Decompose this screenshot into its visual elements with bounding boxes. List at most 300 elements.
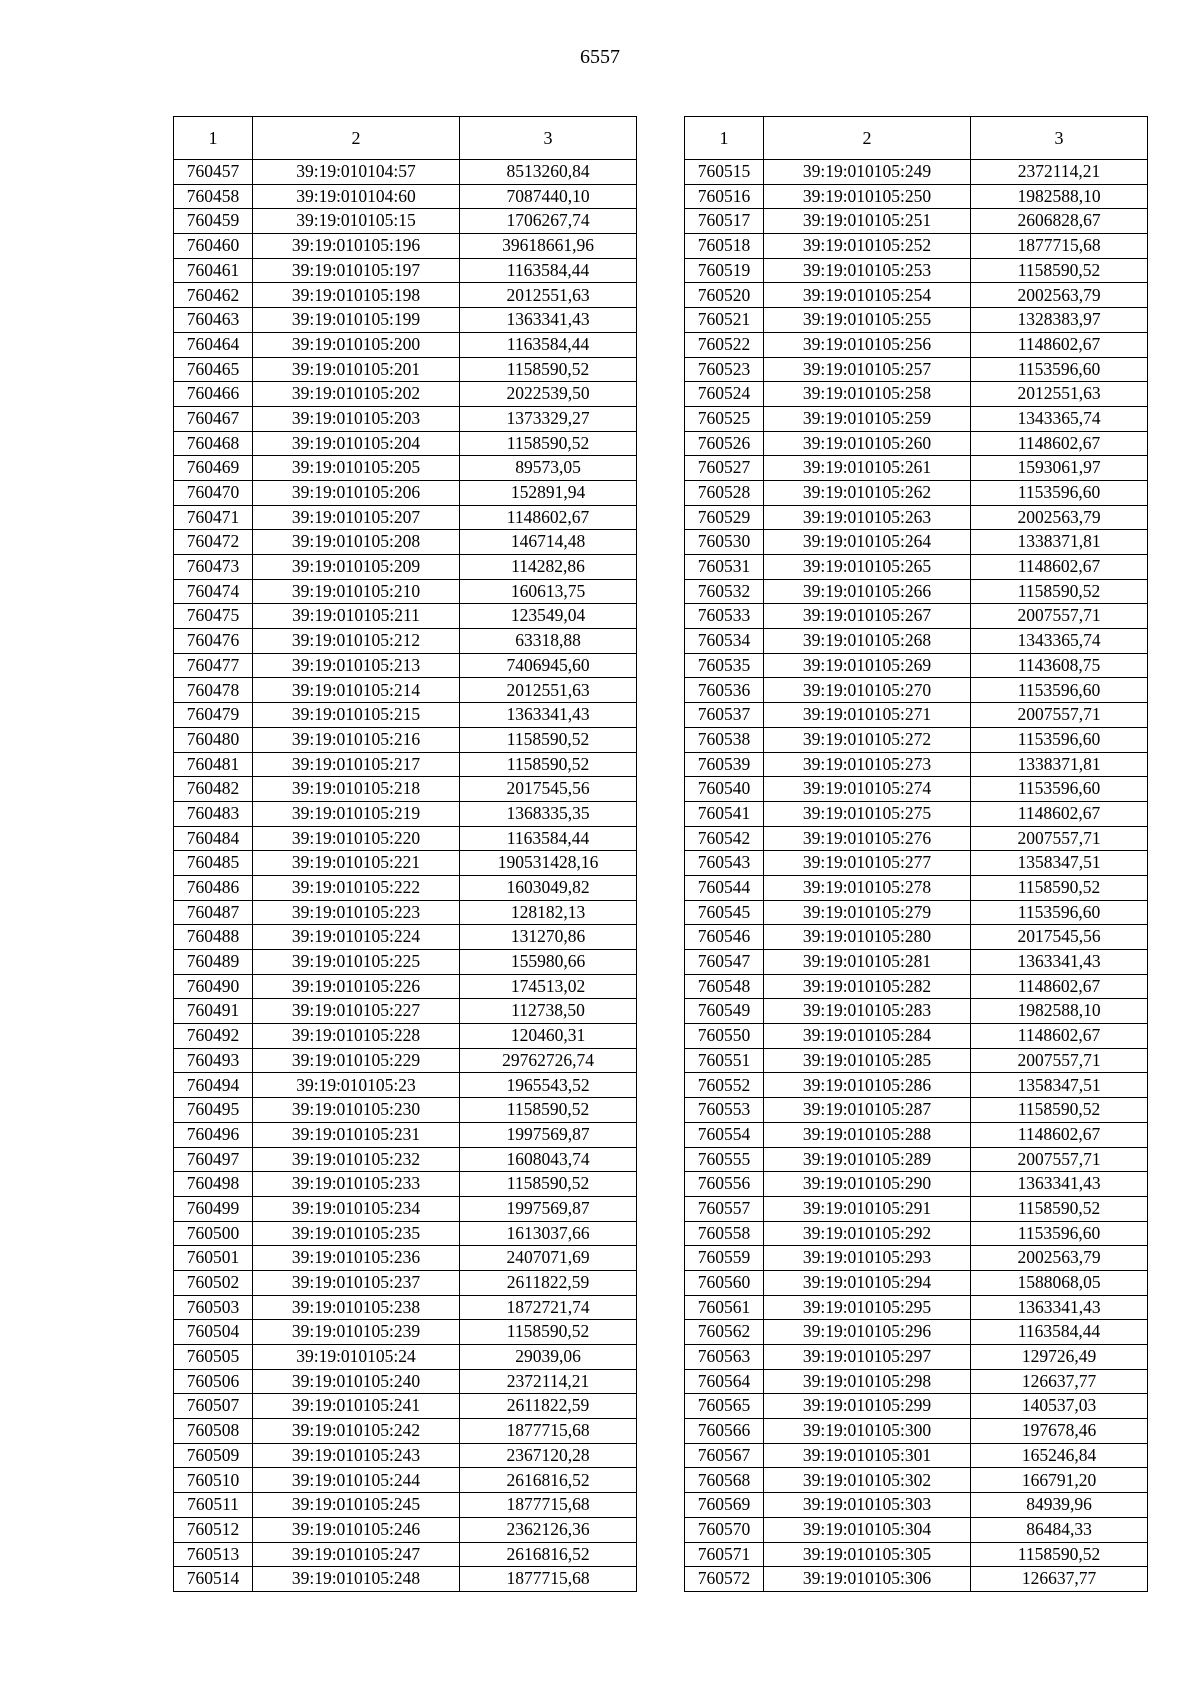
table-row bbox=[685, 1122, 1148, 1147]
value-cell: 2017545,56 bbox=[971, 925, 1148, 950]
row-number-cell: 760561 bbox=[685, 1295, 764, 1320]
cadastral-number-cell: 39:19:010105:228 bbox=[253, 1024, 460, 1049]
table-row bbox=[174, 777, 637, 802]
cadastral-number-cell: 39:19:010105:254 bbox=[764, 283, 971, 308]
row-number-cell: 760468 bbox=[174, 431, 253, 456]
table-row bbox=[685, 258, 1148, 283]
table-row bbox=[174, 826, 637, 851]
table-row bbox=[174, 801, 637, 826]
row-number-cell: 760545 bbox=[685, 900, 764, 925]
registry-table-left bbox=[173, 116, 637, 1592]
row-number-cell: 760572 bbox=[685, 1567, 764, 1592]
cadastral-number-cell: 39:19:010105:256 bbox=[764, 332, 971, 357]
cadastral-number-cell: 39:19:010105:268 bbox=[764, 629, 971, 654]
cadastral-number-cell: 39:19:010105:247 bbox=[253, 1542, 460, 1567]
value-cell: 1148602,67 bbox=[971, 555, 1148, 580]
cadastral-number-cell: 39:19:010105:244 bbox=[253, 1468, 460, 1493]
row-number-cell: 760520 bbox=[685, 283, 764, 308]
value-cell: 123549,04 bbox=[460, 604, 637, 629]
table-row bbox=[174, 1419, 637, 1444]
value-cell: 2372114,21 bbox=[460, 1369, 637, 1394]
table-row bbox=[174, 234, 637, 259]
table-row bbox=[174, 382, 637, 407]
table-row bbox=[174, 999, 637, 1024]
table-row bbox=[174, 258, 637, 283]
value-cell: 1363341,43 bbox=[971, 1295, 1148, 1320]
cadastral-number-cell: 39:19:010105:265 bbox=[764, 555, 971, 580]
row-number-cell: 760490 bbox=[174, 974, 253, 999]
cadastral-number-cell: 39:19:010105:242 bbox=[253, 1419, 460, 1444]
table-row bbox=[174, 308, 637, 333]
value-cell: 1877715,68 bbox=[460, 1493, 637, 1518]
value-cell: 1358347,51 bbox=[971, 851, 1148, 876]
value-cell: 120460,31 bbox=[460, 1024, 637, 1049]
cadastral-number-cell: 39:19:010105:286 bbox=[764, 1073, 971, 1098]
row-number-cell: 760500 bbox=[174, 1221, 253, 1246]
column-header: 2 bbox=[253, 117, 460, 160]
cadastral-number-cell: 39:19:010105:301 bbox=[764, 1443, 971, 1468]
cadastral-number-cell: 39:19:010105:280 bbox=[764, 925, 971, 950]
cadastral-number-cell: 39:19:010105:201 bbox=[253, 357, 460, 382]
table-row bbox=[685, 555, 1148, 580]
row-number-cell: 760541 bbox=[685, 801, 764, 826]
value-cell: 1163584,44 bbox=[460, 826, 637, 851]
row-number-cell: 760514 bbox=[174, 1567, 253, 1592]
table-row bbox=[685, 1320, 1148, 1345]
cadastral-number-cell: 39:19:010105:269 bbox=[764, 653, 971, 678]
value-cell: 155980,66 bbox=[460, 950, 637, 975]
cadastral-number-cell: 39:19:010105:285 bbox=[764, 1048, 971, 1073]
row-number-cell: 760505 bbox=[174, 1345, 253, 1370]
row-number-cell: 760477 bbox=[174, 653, 253, 678]
row-number-cell: 760567 bbox=[685, 1443, 764, 1468]
row-number-cell: 760563 bbox=[685, 1345, 764, 1370]
row-number-cell: 760560 bbox=[685, 1270, 764, 1295]
cadastral-number-cell: 39:19:010105:230 bbox=[253, 1098, 460, 1123]
cadastral-number-cell: 39:19:010105:255 bbox=[764, 308, 971, 333]
row-number-cell: 760461 bbox=[174, 258, 253, 283]
cadastral-number-cell: 39:19:010105:211 bbox=[253, 604, 460, 629]
table-row bbox=[685, 1048, 1148, 1073]
value-cell: 114282,86 bbox=[460, 555, 637, 580]
row-number-cell: 760537 bbox=[685, 703, 764, 728]
cadastral-number-cell: 39:19:010105:279 bbox=[764, 900, 971, 925]
value-cell: 2616816,52 bbox=[460, 1468, 637, 1493]
row-number-cell: 760542 bbox=[685, 826, 764, 851]
row-number-cell: 760555 bbox=[685, 1147, 764, 1172]
row-number-cell: 760509 bbox=[174, 1443, 253, 1468]
value-cell: 1338371,81 bbox=[971, 752, 1148, 777]
row-number-cell: 760499 bbox=[174, 1196, 253, 1221]
cadastral-number-cell: 39:19:010105:275 bbox=[764, 801, 971, 826]
value-cell: 1363341,43 bbox=[460, 308, 637, 333]
cadastral-number-cell: 39:19:010105:292 bbox=[764, 1221, 971, 1246]
cadastral-number-cell: 39:19:010105:259 bbox=[764, 406, 971, 431]
row-number-cell: 760491 bbox=[174, 999, 253, 1024]
table-row bbox=[685, 160, 1148, 185]
table-row bbox=[685, 1246, 1148, 1271]
table-row bbox=[685, 283, 1148, 308]
row-number-cell: 760476 bbox=[174, 629, 253, 654]
table-row bbox=[174, 1098, 637, 1123]
table-row bbox=[685, 1542, 1148, 1567]
table-row bbox=[685, 1493, 1148, 1518]
row-number-cell: 760513 bbox=[174, 1542, 253, 1567]
value-cell: 1158590,52 bbox=[971, 1196, 1148, 1221]
value-cell: 1363341,43 bbox=[460, 703, 637, 728]
table-row bbox=[174, 1246, 637, 1271]
value-cell: 1163584,44 bbox=[460, 258, 637, 283]
value-cell: 1982588,10 bbox=[971, 999, 1148, 1024]
table-row bbox=[685, 851, 1148, 876]
value-cell: 2407071,69 bbox=[460, 1246, 637, 1271]
table-row bbox=[685, 1468, 1148, 1493]
cadastral-number-cell: 39:19:010105:196 bbox=[253, 234, 460, 259]
table-row bbox=[685, 727, 1148, 752]
cadastral-number-cell: 39:19:010105:271 bbox=[764, 703, 971, 728]
value-cell: 1706267,74 bbox=[460, 209, 637, 234]
value-cell: 1158590,52 bbox=[460, 1320, 637, 1345]
table-row bbox=[174, 283, 637, 308]
cadastral-number-cell: 39:19:010105:253 bbox=[764, 258, 971, 283]
table-row bbox=[174, 160, 637, 185]
value-cell: 1338371,81 bbox=[971, 530, 1148, 555]
row-number-cell: 760547 bbox=[685, 950, 764, 975]
row-number-cell: 760486 bbox=[174, 875, 253, 900]
cadastral-number-cell: 39:19:010105:274 bbox=[764, 777, 971, 802]
cadastral-number-cell: 39:19:010105:23 bbox=[253, 1073, 460, 1098]
value-cell: 2007557,71 bbox=[971, 1147, 1148, 1172]
cadastral-number-cell: 39:19:010105:204 bbox=[253, 431, 460, 456]
value-cell: 1148602,67 bbox=[460, 505, 637, 530]
table-row bbox=[174, 974, 637, 999]
table-row bbox=[174, 851, 637, 876]
row-number-cell: 760550 bbox=[685, 1024, 764, 1049]
cadastral-number-cell: 39:19:010105:229 bbox=[253, 1048, 460, 1073]
cadastral-number-cell: 39:19:010105:202 bbox=[253, 382, 460, 407]
cadastral-number-cell: 39:19:010105:282 bbox=[764, 974, 971, 999]
row-number-cell: 760492 bbox=[174, 1024, 253, 1049]
value-cell: 1153596,60 bbox=[971, 678, 1148, 703]
table-row bbox=[685, 1567, 1148, 1592]
row-number-cell: 760488 bbox=[174, 925, 253, 950]
row-number-cell: 760495 bbox=[174, 1098, 253, 1123]
cadastral-number-cell: 39:19:010105:260 bbox=[764, 431, 971, 456]
table-row bbox=[174, 1295, 637, 1320]
cadastral-number-cell: 39:19:010105:264 bbox=[764, 530, 971, 555]
cadastral-number-cell: 39:19:010105:303 bbox=[764, 1493, 971, 1518]
value-cell: 2022539,50 bbox=[460, 382, 637, 407]
row-number-cell: 760558 bbox=[685, 1221, 764, 1246]
value-cell: 1148602,67 bbox=[971, 974, 1148, 999]
row-number-cell: 760531 bbox=[685, 555, 764, 580]
cadastral-number-cell: 39:19:010105:208 bbox=[253, 530, 460, 555]
value-cell: 126637,77 bbox=[971, 1369, 1148, 1394]
cadastral-number-cell: 39:19:010105:248 bbox=[253, 1567, 460, 1592]
cadastral-number-cell: 39:19:010105:251 bbox=[764, 209, 971, 234]
cadastral-number-cell: 39:19:010105:263 bbox=[764, 505, 971, 530]
row-number-cell: 760487 bbox=[174, 900, 253, 925]
cadastral-number-cell: 39:19:010105:277 bbox=[764, 851, 971, 876]
table-row bbox=[174, 1567, 637, 1592]
column-header: 2 bbox=[764, 117, 971, 160]
value-cell: 1363341,43 bbox=[971, 950, 1148, 975]
table-row bbox=[685, 1517, 1148, 1542]
cadastral-number-cell: 39:19:010105:214 bbox=[253, 678, 460, 703]
value-cell: 2017545,56 bbox=[460, 777, 637, 802]
cadastral-number-cell: 39:19:010105:305 bbox=[764, 1542, 971, 1567]
value-cell: 1158590,52 bbox=[460, 727, 637, 752]
value-cell: 63318,88 bbox=[460, 629, 637, 654]
table-row bbox=[685, 826, 1148, 851]
row-number-cell: 760516 bbox=[685, 184, 764, 209]
value-cell: 2002563,79 bbox=[971, 283, 1148, 308]
cadastral-number-cell: 39:19:010105:250 bbox=[764, 184, 971, 209]
value-cell: 39618661,96 bbox=[460, 234, 637, 259]
table-row bbox=[174, 950, 637, 975]
cadastral-number-cell: 39:19:010105:294 bbox=[764, 1270, 971, 1295]
row-number-cell: 760483 bbox=[174, 801, 253, 826]
row-number-cell: 760535 bbox=[685, 653, 764, 678]
cadastral-number-cell: 39:19:010105:249 bbox=[764, 160, 971, 185]
cadastral-number-cell: 39:19:010105:216 bbox=[253, 727, 460, 752]
cadastral-number-cell: 39:19:010105:219 bbox=[253, 801, 460, 826]
value-cell: 1148602,67 bbox=[971, 1122, 1148, 1147]
value-cell: 29039,06 bbox=[460, 1345, 637, 1370]
cadastral-number-cell: 39:19:010105:276 bbox=[764, 826, 971, 851]
table-row bbox=[174, 431, 637, 456]
table-row bbox=[174, 1270, 637, 1295]
row-number-cell: 760543 bbox=[685, 851, 764, 876]
table-row bbox=[685, 678, 1148, 703]
cadastral-number-cell: 39:19:010105:234 bbox=[253, 1196, 460, 1221]
table-row bbox=[174, 1122, 637, 1147]
table-row bbox=[685, 703, 1148, 728]
row-number-cell: 760484 bbox=[174, 826, 253, 851]
row-number-cell: 760528 bbox=[685, 480, 764, 505]
cadastral-number-cell: 39:19:010105:231 bbox=[253, 1122, 460, 1147]
table-row bbox=[685, 357, 1148, 382]
value-cell: 1153596,60 bbox=[971, 1221, 1148, 1246]
cadastral-number-cell: 39:19:010105:262 bbox=[764, 480, 971, 505]
table-row bbox=[685, 974, 1148, 999]
table-row bbox=[174, 1024, 637, 1049]
table-row bbox=[685, 431, 1148, 456]
value-cell: 1153596,60 bbox=[971, 900, 1148, 925]
row-number-cell: 760467 bbox=[174, 406, 253, 431]
cadastral-number-cell: 39:19:010105:206 bbox=[253, 480, 460, 505]
table-row bbox=[685, 1394, 1148, 1419]
table-row bbox=[685, 629, 1148, 654]
value-cell: 2007557,71 bbox=[971, 1048, 1148, 1073]
table-row bbox=[685, 604, 1148, 629]
table-row bbox=[685, 1147, 1148, 1172]
table-row bbox=[174, 332, 637, 357]
cadastral-number-cell: 39:19:010105:304 bbox=[764, 1517, 971, 1542]
cadastral-number-cell: 39:19:010105:235 bbox=[253, 1221, 460, 1246]
cadastral-number-cell: 39:19:010105:233 bbox=[253, 1172, 460, 1197]
row-number-cell: 760551 bbox=[685, 1048, 764, 1073]
cadastral-number-cell: 39:19:010104:60 bbox=[253, 184, 460, 209]
value-cell: 1343365,74 bbox=[971, 629, 1148, 654]
value-cell: 2372114,21 bbox=[971, 160, 1148, 185]
cadastral-number-cell: 39:19:010105:284 bbox=[764, 1024, 971, 1049]
row-number-cell: 760518 bbox=[685, 234, 764, 259]
column-header: 3 bbox=[971, 117, 1148, 160]
cadastral-number-cell: 39:19:010105:272 bbox=[764, 727, 971, 752]
cadastral-number-cell: 39:19:010105:205 bbox=[253, 456, 460, 481]
row-number-cell: 760539 bbox=[685, 752, 764, 777]
row-number-cell: 760481 bbox=[174, 752, 253, 777]
value-cell: 1608043,74 bbox=[460, 1147, 637, 1172]
value-cell: 2012551,63 bbox=[971, 382, 1148, 407]
value-cell: 2611822,59 bbox=[460, 1394, 637, 1419]
row-number-cell: 760502 bbox=[174, 1270, 253, 1295]
row-number-cell: 760553 bbox=[685, 1098, 764, 1123]
value-cell: 129726,49 bbox=[971, 1345, 1148, 1370]
table-row bbox=[174, 653, 637, 678]
value-cell: 1153596,60 bbox=[971, 480, 1148, 505]
table-row bbox=[685, 999, 1148, 1024]
cadastral-number-cell: 39:19:010105:15 bbox=[253, 209, 460, 234]
row-number-cell: 760532 bbox=[685, 579, 764, 604]
header-row bbox=[685, 117, 1148, 160]
value-cell: 1593061,97 bbox=[971, 456, 1148, 481]
value-cell: 1158590,52 bbox=[460, 1098, 637, 1123]
row-number-cell: 760469 bbox=[174, 456, 253, 481]
row-number-cell: 760489 bbox=[174, 950, 253, 975]
table-row bbox=[685, 1419, 1148, 1444]
cadastral-number-cell: 39:19:010105:302 bbox=[764, 1468, 971, 1493]
value-cell: 1877715,68 bbox=[460, 1419, 637, 1444]
table-row bbox=[685, 777, 1148, 802]
cadastral-number-cell: 39:19:010105:295 bbox=[764, 1295, 971, 1320]
cadastral-number-cell: 39:19:010105:252 bbox=[764, 234, 971, 259]
value-cell: 1368335,35 bbox=[460, 801, 637, 826]
value-cell: 1603049,82 bbox=[460, 875, 637, 900]
row-number-cell: 760544 bbox=[685, 875, 764, 900]
row-number-cell: 760511 bbox=[174, 1493, 253, 1518]
row-number-cell: 760521 bbox=[685, 308, 764, 333]
table-row bbox=[685, 653, 1148, 678]
table-row bbox=[685, 1196, 1148, 1221]
cadastral-number-cell: 39:19:010105:283 bbox=[764, 999, 971, 1024]
table-row bbox=[174, 1320, 637, 1345]
cadastral-number-cell: 39:19:010105:289 bbox=[764, 1147, 971, 1172]
row-number-cell: 760552 bbox=[685, 1073, 764, 1098]
row-number-cell: 760508 bbox=[174, 1419, 253, 1444]
row-number-cell: 760471 bbox=[174, 505, 253, 530]
cadastral-number-cell: 39:19:010105:273 bbox=[764, 752, 971, 777]
value-cell: 2012551,63 bbox=[460, 283, 637, 308]
table-row bbox=[685, 1172, 1148, 1197]
value-cell: 1163584,44 bbox=[971, 1320, 1148, 1345]
value-cell: 2362126,36 bbox=[460, 1517, 637, 1542]
cadastral-number-cell: 39:19:010105:222 bbox=[253, 875, 460, 900]
cadastral-number-cell: 39:19:010105:238 bbox=[253, 1295, 460, 1320]
value-cell: 1153596,60 bbox=[971, 727, 1148, 752]
row-number-cell: 760525 bbox=[685, 406, 764, 431]
row-number-cell: 760472 bbox=[174, 530, 253, 555]
row-number-cell: 760557 bbox=[685, 1196, 764, 1221]
cadastral-number-cell: 39:19:010105:24 bbox=[253, 1345, 460, 1370]
value-cell: 2002563,79 bbox=[971, 505, 1148, 530]
cadastral-number-cell: 39:19:010105:232 bbox=[253, 1147, 460, 1172]
table-row bbox=[685, 1098, 1148, 1123]
value-cell: 197678,46 bbox=[971, 1419, 1148, 1444]
cadastral-number-cell: 39:19:010105:266 bbox=[764, 579, 971, 604]
value-cell: 166791,20 bbox=[971, 1468, 1148, 1493]
row-number-cell: 760510 bbox=[174, 1468, 253, 1493]
cadastral-number-cell: 39:19:010105:227 bbox=[253, 999, 460, 1024]
cadastral-number-cell: 39:19:010105:298 bbox=[764, 1369, 971, 1394]
value-cell: 112738,50 bbox=[460, 999, 637, 1024]
table-row bbox=[685, 406, 1148, 431]
table-row bbox=[174, 703, 637, 728]
row-number-cell: 760529 bbox=[685, 505, 764, 530]
table-row bbox=[685, 308, 1148, 333]
value-cell: 86484,33 bbox=[971, 1517, 1148, 1542]
value-cell: 1877715,68 bbox=[971, 234, 1148, 259]
row-number-cell: 760473 bbox=[174, 555, 253, 580]
cadastral-number-cell: 39:19:010105:290 bbox=[764, 1172, 971, 1197]
row-number-cell: 760548 bbox=[685, 974, 764, 999]
cadastral-number-cell: 39:19:010105:218 bbox=[253, 777, 460, 802]
row-number-cell: 760538 bbox=[685, 727, 764, 752]
table-row bbox=[174, 1221, 637, 1246]
row-number-cell: 760556 bbox=[685, 1172, 764, 1197]
cadastral-number-cell: 39:19:010105:261 bbox=[764, 456, 971, 481]
row-number-cell: 760536 bbox=[685, 678, 764, 703]
cadastral-number-cell: 39:19:010105:296 bbox=[764, 1320, 971, 1345]
row-number-cell: 760463 bbox=[174, 308, 253, 333]
row-number-cell: 760465 bbox=[174, 357, 253, 382]
value-cell: 2616816,52 bbox=[460, 1542, 637, 1567]
table-row bbox=[174, 456, 637, 481]
row-number-cell: 760482 bbox=[174, 777, 253, 802]
table-row bbox=[174, 1147, 637, 1172]
table-row bbox=[685, 579, 1148, 604]
table-row bbox=[685, 801, 1148, 826]
cadastral-number-cell: 39:19:010105:299 bbox=[764, 1394, 971, 1419]
column-header: 1 bbox=[685, 117, 764, 160]
value-cell: 89573,05 bbox=[460, 456, 637, 481]
cadastral-number-cell: 39:19:010105:267 bbox=[764, 604, 971, 629]
table-row bbox=[174, 1443, 637, 1468]
cadastral-number-cell: 39:19:010105:306 bbox=[764, 1567, 971, 1592]
value-cell: 1343365,74 bbox=[971, 406, 1148, 431]
row-number-cell: 760479 bbox=[174, 703, 253, 728]
row-number-cell: 760565 bbox=[685, 1394, 764, 1419]
value-cell: 1613037,66 bbox=[460, 1221, 637, 1246]
table-row bbox=[174, 184, 637, 209]
table-row bbox=[174, 1073, 637, 1098]
value-cell: 2611822,59 bbox=[460, 1270, 637, 1295]
row-number-cell: 760504 bbox=[174, 1320, 253, 1345]
cadastral-number-cell: 39:19:010105:212 bbox=[253, 629, 460, 654]
row-number-cell: 760459 bbox=[174, 209, 253, 234]
value-cell: 1158590,52 bbox=[460, 357, 637, 382]
cadastral-number-cell: 39:19:010105:213 bbox=[253, 653, 460, 678]
value-cell: 1872721,74 bbox=[460, 1295, 637, 1320]
table-row bbox=[174, 1345, 637, 1370]
cadastral-number-cell: 39:19:010105:300 bbox=[764, 1419, 971, 1444]
cadastral-number-cell: 39:19:010105:288 bbox=[764, 1122, 971, 1147]
value-cell: 152891,94 bbox=[460, 480, 637, 505]
value-cell: 2007557,71 bbox=[971, 826, 1148, 851]
value-cell: 1158590,52 bbox=[971, 1098, 1148, 1123]
cadastral-number-cell: 39:19:010105:245 bbox=[253, 1493, 460, 1518]
